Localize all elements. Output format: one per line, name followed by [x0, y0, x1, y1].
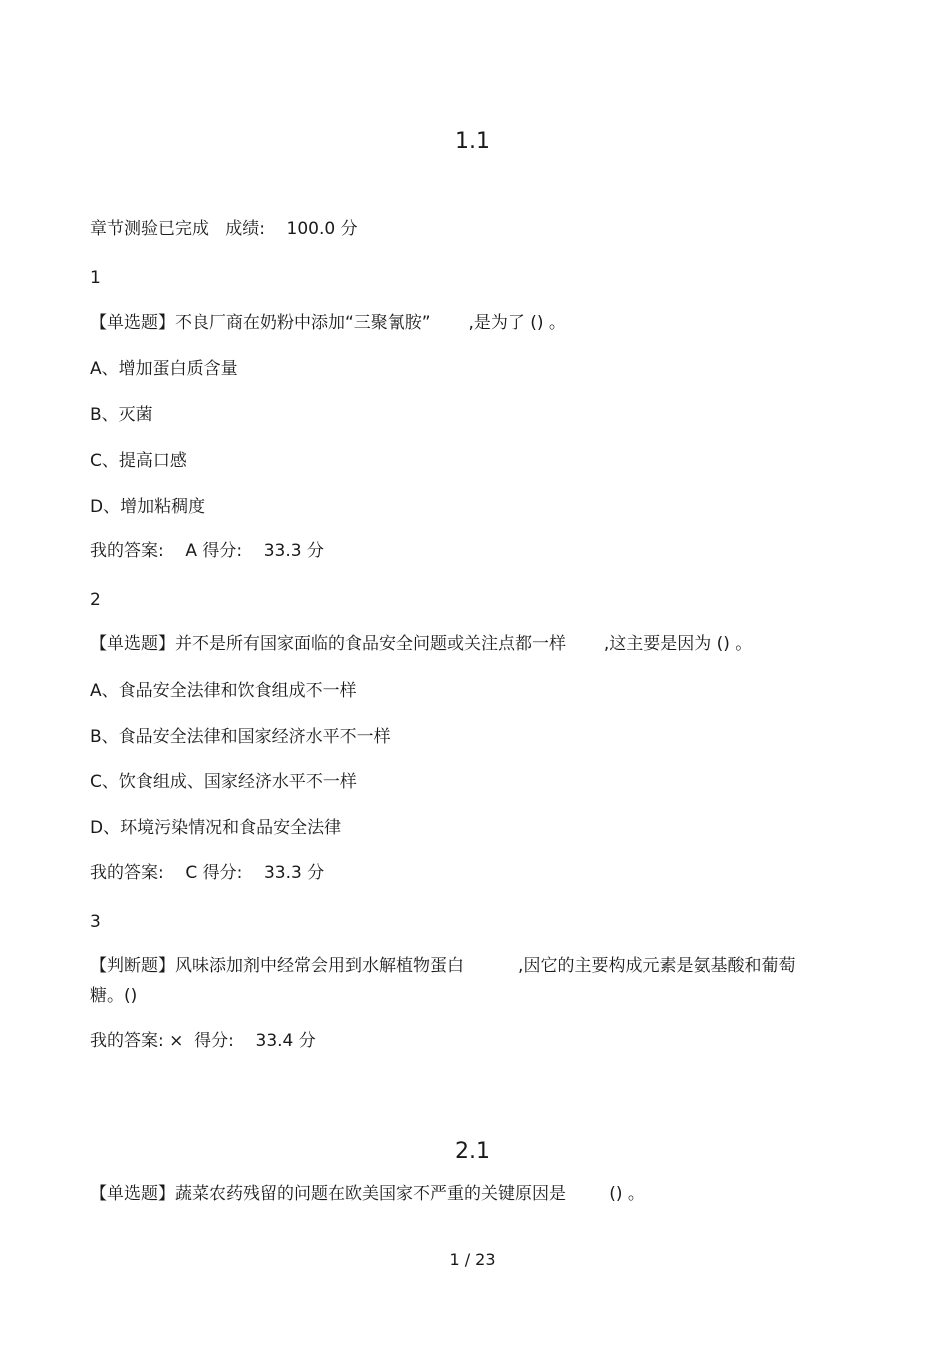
option-b: B、食品安全法律和国家经济水平不一样	[90, 727, 391, 747]
question-stem: 【单选题】不良厂商在奶粉中添加“三聚氰胺” ,是为了 () 。	[90, 313, 566, 333]
question-stem: 【单选题】并不是所有国家面临的食品安全问题或关注点都一样 ,这主要是因为 () 。	[90, 634, 753, 654]
question-number: 1	[90, 268, 101, 288]
page-indicator: 1 / 23	[449, 1250, 496, 1269]
option-d: D、环境污染情况和食品安全法律	[90, 818, 342, 838]
option-b: B、灭菌	[90, 405, 153, 425]
option-c: C、饮食组成、国家经济水平不一样	[90, 772, 357, 792]
section-heading: 1.1	[455, 129, 490, 154]
option-d: D、增加粘稠度	[90, 497, 206, 517]
question-number: 3	[90, 912, 101, 932]
question-stem: 【单选题】蔬菜农药残留的问题在欧美国家不严重的关键原因是 () 。	[90, 1184, 645, 1204]
section-heading: 2.1	[455, 1139, 490, 1164]
question-stem-line-1: 【判断题】风味添加剂中经常会用到水解植物蛋白 ,因它的主要构成元素是氨基酸和葡萄	[90, 956, 796, 976]
question-stem-line-2: 糖。()	[90, 986, 138, 1006]
question-number: 2	[90, 590, 101, 610]
option-a: A、增加蛋白质含量	[90, 359, 238, 379]
answer-score-line: 我的答案: A 得分: 33.3 分	[90, 541, 324, 561]
quiz-status-line: 章节测验已完成 成绩: 100.0 分	[90, 219, 358, 239]
answer-score-line: 我的答案: × 得分: 33.4 分	[90, 1031, 316, 1051]
option-c: C、提高口感	[90, 451, 187, 471]
answer-score-line: 我的答案: C 得分: 33.3 分	[90, 863, 325, 883]
option-a: A、食品安全法律和饮食组成不一样	[90, 681, 357, 701]
